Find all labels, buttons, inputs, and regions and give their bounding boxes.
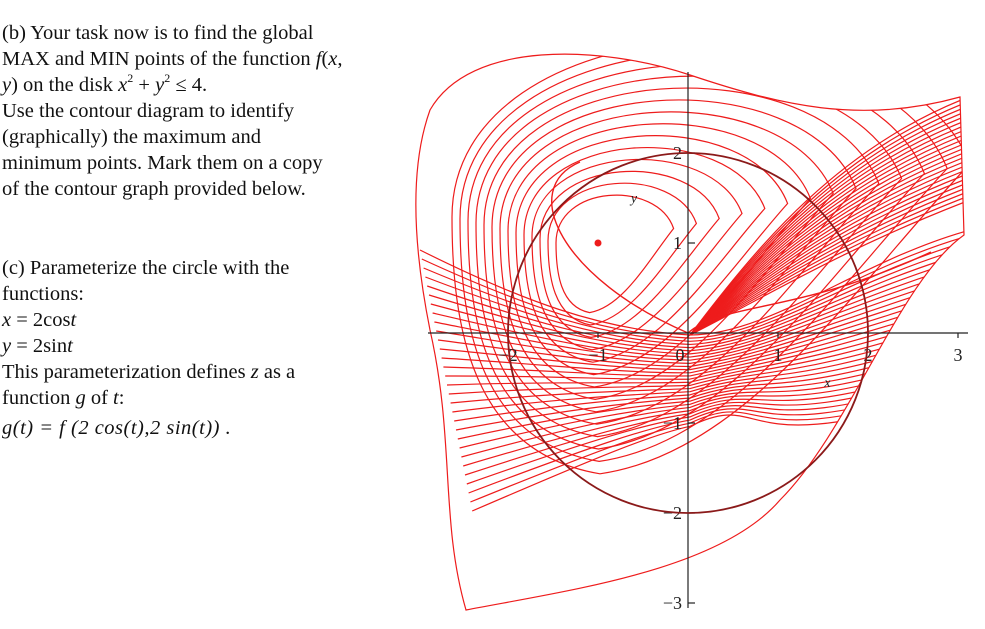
y-var-2: y bbox=[155, 74, 165, 96]
part-b-line-6: minimum points. Mark them on a copy bbox=[2, 152, 323, 174]
contour-line-upper bbox=[508, 124, 810, 387]
exponent-2: 2 bbox=[164, 71, 171, 86]
y-tick-label: −3 bbox=[662, 593, 682, 613]
disk-text: ) on the disk bbox=[11, 74, 119, 96]
inequality: ≤ 4. bbox=[170, 74, 208, 96]
x-tick-label: 0 bbox=[675, 345, 685, 365]
g-var: g bbox=[75, 387, 86, 409]
y-tick-label: −1 bbox=[662, 413, 682, 433]
contour-line-lower bbox=[469, 376, 970, 493]
z-var: z bbox=[250, 361, 259, 383]
exponent-1: 2 bbox=[127, 71, 134, 86]
eq-y-var: y bbox=[2, 335, 12, 357]
eq-y-rest: = 2sin bbox=[11, 335, 68, 357]
f-symbol: f bbox=[315, 48, 322, 70]
x-var-2: x bbox=[118, 74, 128, 96]
part-c-line-2: functions: bbox=[2, 283, 84, 305]
paren-open: ( bbox=[321, 48, 329, 70]
contour-line-lower bbox=[452, 327, 970, 412]
y-axis-label: y bbox=[630, 191, 638, 207]
contour-line-lower bbox=[456, 338, 970, 430]
contour-lines bbox=[420, 40, 970, 511]
eq-y-t: t bbox=[67, 335, 73, 357]
part-b-line-4: Use the contour diagram to identify bbox=[2, 100, 295, 122]
colon: : bbox=[118, 387, 125, 409]
plus-sign: + bbox=[133, 74, 156, 96]
part-b-line-2-text: MAX and MIN points of the function bbox=[2, 48, 316, 70]
eq-x-rest: = 2cos bbox=[11, 309, 71, 331]
x-tick-label: 3 bbox=[953, 345, 963, 365]
contour-line-right bbox=[690, 200, 970, 335]
part-c-line-1: (c) Parameterize the circle with the bbox=[2, 257, 290, 279]
maximum-point-marker bbox=[595, 240, 602, 247]
part-b-line-7: of the contour graph provided below. bbox=[2, 178, 306, 200]
defines-text: This parameterization defines bbox=[2, 361, 251, 383]
eq-x-var: x bbox=[2, 309, 12, 331]
y-tick-label: 2 bbox=[673, 143, 682, 163]
g-formula-text: g(t) = f (2 cos(t),2 sin(t)) . bbox=[2, 417, 232, 439]
contour-line-upper bbox=[556, 195, 674, 312]
x-var: x bbox=[328, 48, 338, 70]
part-b-line-5: (graphically) the maximum and bbox=[2, 126, 262, 148]
function-text: function bbox=[2, 387, 76, 409]
y-var: y bbox=[2, 74, 12, 96]
x-tick-label: 1 bbox=[773, 345, 783, 365]
t-var: t bbox=[113, 387, 119, 409]
contour-line-upper bbox=[548, 183, 696, 325]
part-b-line-1: (b) Your task now is to find the global bbox=[2, 22, 314, 44]
y-tick-label: −2 bbox=[662, 503, 682, 523]
y-tick-label: 1 bbox=[673, 233, 682, 253]
x-tick-label: −2 bbox=[498, 345, 518, 365]
as-a-text: as a bbox=[258, 361, 296, 383]
x-tick-label: −1 bbox=[588, 345, 608, 365]
x-tick-label: 2 bbox=[863, 345, 873, 365]
comma: , bbox=[337, 48, 343, 70]
x-axis-label: x bbox=[824, 376, 831, 391]
eq-x-t: t bbox=[70, 309, 77, 331]
of-text: of bbox=[85, 387, 114, 409]
